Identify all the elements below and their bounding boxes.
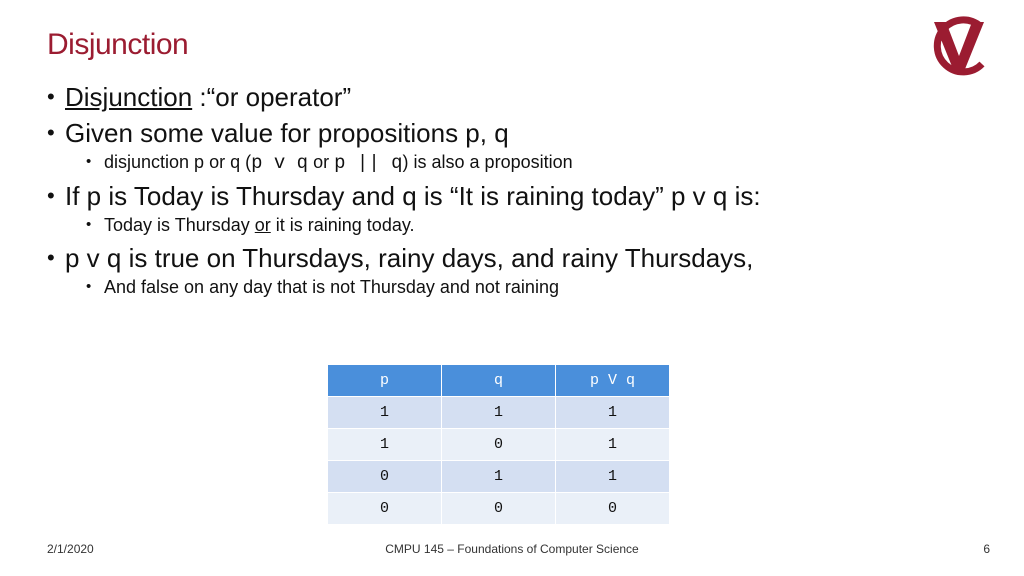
or-underlined: or <box>254 215 271 235</box>
table-row <box>328 429 670 461</box>
sub-text-2: or <box>308 152 335 172</box>
code-p-v-q: p v q <box>251 152 309 174</box>
cell-p: 0 <box>328 493 442 525</box>
header-q: q <box>442 365 556 397</box>
table-row <box>328 397 670 429</box>
bullet-disjunction <box>47 80 1007 114</box>
header-p-or-q: p V q <box>556 365 670 397</box>
sub-text-a: Today is Thursday <box>104 215 255 235</box>
bullet-given-value: • Given some value for propositions p, q <box>47 116 1007 150</box>
cell-result: 1 <box>556 397 670 429</box>
sub-bullet-false-days: • And false on any day that is not Thursday and not raining <box>47 275 1007 299</box>
cell-result: 1 <box>556 461 670 493</box>
table-row <box>328 493 670 525</box>
slide-title: Disjunction <box>47 28 189 61</box>
cell-q: 0 <box>442 493 556 525</box>
footer-page-number: 6 <box>983 542 990 556</box>
truth-table <box>327 364 670 525</box>
cell-q: 1 <box>442 461 556 493</box>
footer-date: 2/1/2020 <box>47 542 94 556</box>
bullet-list <box>47 78 1007 303</box>
vassar-logo-icon <box>928 16 990 78</box>
truth-table-header-row <box>328 365 670 397</box>
cell-p: 1 <box>328 397 442 429</box>
sub-text-1: disjunction p or q ( <box>104 152 252 172</box>
cell-result: 1 <box>556 429 670 461</box>
cell-q: 1 <box>442 397 556 429</box>
sub-bullet-disjunction-proposition <box>47 150 1007 175</box>
cell-result: 0 <box>556 493 670 525</box>
sub-text-3: ) is also a proposition <box>402 152 573 172</box>
cell-p: 1 <box>328 429 442 461</box>
cell-p: 0 <box>328 461 442 493</box>
sub-bullet-thursday-or-raining <box>47 213 1007 237</box>
sub-text-b: it is raining today. <box>270 215 415 235</box>
header-p: p <box>328 365 442 397</box>
bullet-true-days: • p v q is true on Thursdays, rainy days, and rainy Thursdays, <box>47 241 1007 275</box>
table-row <box>328 461 670 493</box>
cell-q: 0 <box>442 429 556 461</box>
bullet-thursday-example: • If p is Today is Thursday and q is “It is raining today” p v q is: <box>47 179 1007 213</box>
or-operator-text: :“or operator” <box>192 82 352 112</box>
footer-course-title: CMPU 145 – Foundations of Computer Science <box>385 542 639 556</box>
disjunction-term: Disjunction <box>65 82 193 112</box>
code-p-or-q: p || q <box>334 152 403 174</box>
